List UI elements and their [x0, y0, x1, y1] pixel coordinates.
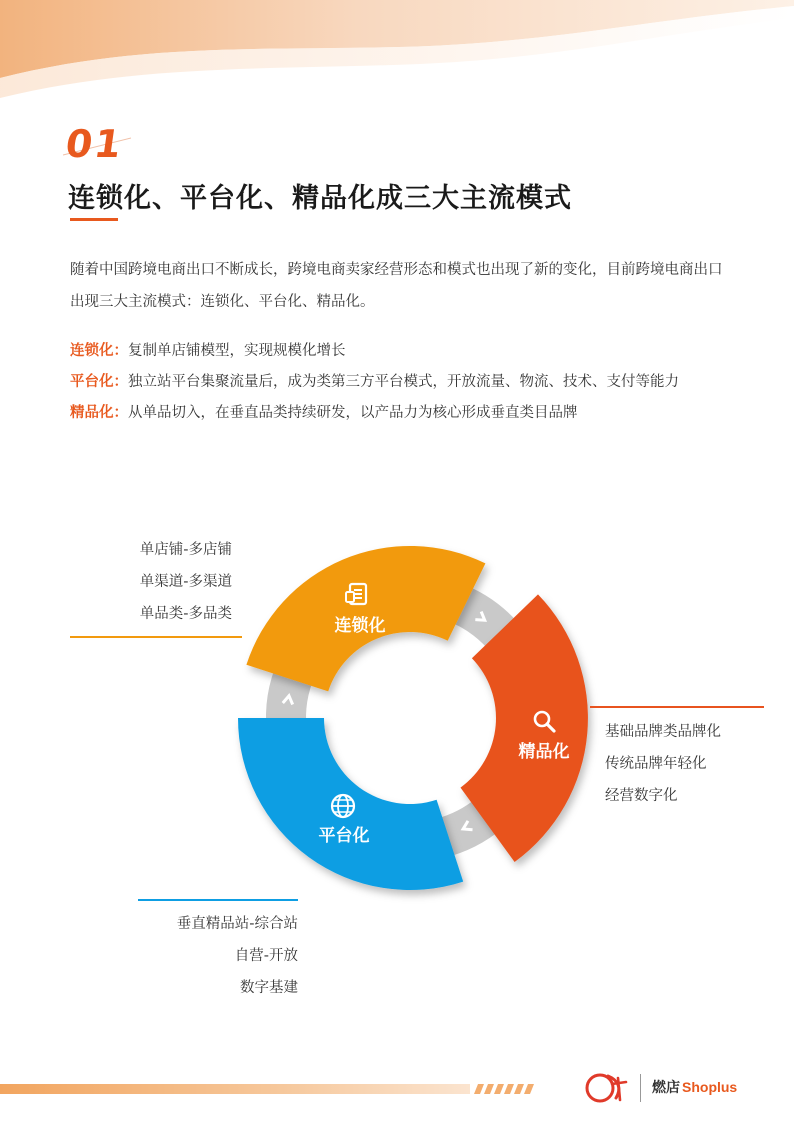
cycle-diagram [0, 460, 794, 920]
intro-paragraph: 随着中国跨境电商出口不断成长，跨境电商卖家经营形态和模式也出现了新的变化，目前跨境电商出口出现三大主流模式：连锁化、平台化、精品化。 [70, 262, 723, 310]
model-description: 独立站平台集聚流量后，成为类第三方平台模式，开放流量、物流、技术、支付等能力 [128, 374, 679, 390]
list-item: 基础品牌类品牌化 [605, 724, 721, 740]
boutique-points-list [605, 716, 721, 812]
page-title: 连锁化、平台化、精品化成三大主流模式 [68, 183, 572, 214]
section-number: 01 [62, 122, 126, 166]
brand-name-en: Shoplus [682, 1079, 738, 1095]
publisher-logo [582, 1070, 632, 1106]
list-item: 单渠道-多渠道 [139, 574, 232, 590]
model-term: 平台化 [70, 374, 114, 390]
model-term: 精品化 [70, 405, 114, 421]
list-item: 单品类-多品类 [139, 606, 232, 622]
list-item: 经营数字化 [605, 788, 678, 804]
brand-logo-text [652, 1077, 737, 1097]
model-definitions [70, 336, 750, 429]
model-definition-platform: 平台化：独立站平台集聚流量后，成为类第三方平台模式，开放流量、物流、技术、支付等能力 [70, 374, 679, 390]
platform-points-list [177, 908, 298, 1004]
title-underline [70, 218, 118, 221]
platform-divider-line [138, 899, 298, 901]
list-item: 单店铺-多店铺 [139, 542, 232, 558]
top-wave-decoration [0, 0, 794, 140]
brand-name-cn: 燃店 [652, 1079, 680, 1095]
list-item: 垂直精品站-综合站 [176, 916, 298, 932]
list-item: 传统品牌年轻化 [605, 756, 707, 772]
footer-divider [640, 1074, 641, 1102]
chain-points-list [140, 534, 232, 630]
list-item: 自营-开放 [234, 948, 298, 964]
model-description: 复制单店铺模型，实现规模化增长 [128, 343, 346, 359]
boutique-divider-line [590, 706, 764, 708]
segment-label-boutique: 精品化 [518, 742, 570, 762]
model-definition-boutique: 精品化：从单品切入，在垂直品类持续研发，以产品力为核心形成垂直类目品牌 [70, 405, 578, 421]
segment-platform [238, 718, 463, 890]
chain-divider-line [70, 636, 242, 638]
model-definition-chain: 连锁化：复制单店铺模型，实现规模化增长 [70, 343, 346, 359]
model-description: 从单品切入，在垂直品类持续研发，以产品力为核心形成垂直类目品牌 [128, 405, 578, 421]
list-item: 数字基建 [240, 980, 298, 996]
segment-label-platform: 平台化 [318, 826, 370, 846]
model-term: 连锁化 [70, 343, 114, 359]
segment-label-chain: 连锁化 [334, 616, 386, 636]
